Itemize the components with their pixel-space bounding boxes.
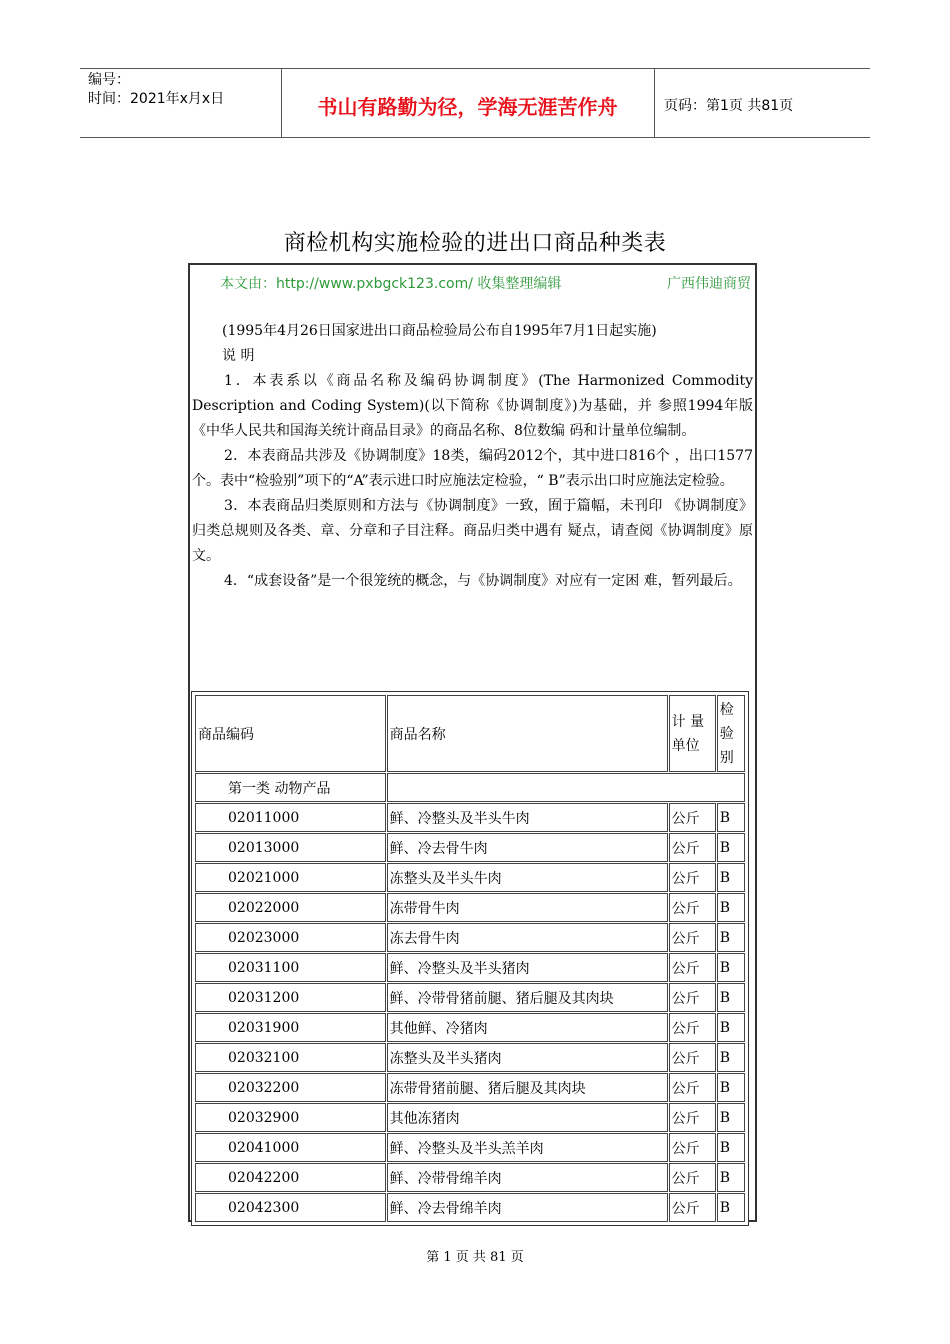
source-line: 本文由：http://www.pxbgck123.com/ 收集整理编辑 [220, 276, 562, 292]
cell-unit: 公斤 [669, 1043, 716, 1072]
table-row [195, 803, 745, 832]
cell-inspection: B [717, 863, 745, 892]
cell-code: 02031200 [195, 983, 386, 1012]
cell-code: 02031900 [195, 1013, 386, 1042]
table-row [195, 1013, 745, 1042]
cell-unit: 公斤 [669, 893, 716, 922]
table-row [195, 1193, 745, 1222]
time-label: 时间：2021年x月x日 [88, 91, 225, 107]
cell-inspection: B [717, 953, 745, 982]
number-label: 编号： [88, 72, 130, 88]
commodity-table-wrapper [191, 691, 749, 1226]
document-title: 商检机构实施检验的进出口商品种类表 [283, 231, 667, 256]
cell-unit: 公斤 [669, 1193, 716, 1222]
cell-inspection: B [717, 1133, 745, 1162]
header-code: 商品编码 [195, 695, 386, 772]
issue-date: (1995年4月26日国家进出口商品检验局公布自1995年7月1日起实施) [222, 323, 657, 339]
cell-inspection: B [717, 893, 745, 922]
table-row [195, 1043, 745, 1072]
cell-unit: 公斤 [669, 1073, 716, 1102]
table-row [195, 983, 745, 1012]
cell-name: 鲜、冷去骨绵羊肉 [387, 1193, 668, 1222]
cell-inspection: B [717, 833, 745, 862]
header-page-info: 页码：第1页 共81页 [664, 98, 794, 114]
commodity-table [194, 694, 746, 1223]
cell-inspection: B [717, 1043, 745, 1072]
category-name: 第一类 动物产品 [195, 773, 386, 802]
header-inspection: 检验别 [717, 695, 745, 772]
cell-name: 鲜、冷整头及半头羔羊肉 [387, 1133, 668, 1162]
cell-unit: 公斤 [669, 803, 716, 832]
cell-inspection: B [717, 1103, 745, 1132]
cell-code: 02042200 [195, 1163, 386, 1192]
table-row [195, 923, 745, 952]
category-row [195, 773, 745, 802]
table-row [195, 953, 745, 982]
cell-name: 冻去骨牛肉 [387, 923, 668, 952]
header-meta [88, 71, 283, 109]
cell-name: 冻带骨猪前腿、猪后腿及其肉块 [387, 1073, 668, 1102]
header-name: 商品名称 [387, 695, 668, 772]
page-footer: 第 1 页 共 81 页 [426, 1250, 524, 1265]
cell-inspection: B [717, 803, 745, 832]
cell-name: 冻整头及半头猪肉 [387, 1043, 668, 1072]
cell-inspection: B [717, 1163, 745, 1192]
cell-code: 02011000 [195, 803, 386, 832]
source-company: 广西伟迪商贸 [667, 276, 751, 292]
cell-name: 冻带骨牛肉 [387, 893, 668, 922]
header-motto: 书山有路勤为径，学海无涯苦作舟 [317, 95, 618, 119]
cell-code: 02041000 [195, 1133, 386, 1162]
intro-text [192, 319, 753, 594]
cell-inspection: B [717, 1193, 745, 1222]
cell-unit: 公斤 [669, 1163, 716, 1192]
cell-name: 其他鲜、冷猪肉 [387, 1013, 668, 1042]
cell-code: 02031100 [195, 953, 386, 982]
cell-name: 鲜、冷整头及半头猪肉 [387, 953, 668, 982]
cell-unit: 公斤 [669, 983, 716, 1012]
cell-code: 02032900 [195, 1103, 386, 1132]
table-row [195, 1163, 745, 1192]
cell-inspection: B [717, 983, 745, 1012]
table-row [195, 1133, 745, 1162]
cell-unit: 公斤 [669, 1103, 716, 1132]
cell-name: 鲜、冷去骨牛肉 [387, 833, 668, 862]
intro-heading: 说 明 [222, 348, 255, 364]
table-row [195, 1073, 745, 1102]
header-divider [654, 69, 655, 137]
category-empty-cell [387, 773, 745, 802]
cell-code: 02042300 [195, 1193, 386, 1222]
content-box [188, 263, 757, 1222]
cell-name: 鲜、冷带骨猪前腿、猪后腿及其肉块 [387, 983, 668, 1012]
cell-unit: 公斤 [669, 1013, 716, 1042]
table-header-row [195, 695, 745, 772]
cell-code: 02013000 [195, 833, 386, 862]
cell-unit: 公斤 [669, 923, 716, 952]
header-unit: 计 量单位 [669, 695, 716, 772]
intro-paragraph: 3．本表商品归类原则和方法与《协调制度》一致，囿于篇幅，未刊印 《协调制度》归类总规则及各类、章、分章和子目注释。商品归类中遇有 疑点，请查阅《协调制度》原文。 [192, 498, 753, 564]
cell-inspection: B [717, 1073, 745, 1102]
cell-code: 02032100 [195, 1043, 386, 1072]
page-header [80, 68, 870, 138]
intro-paragraph: 2．本表商品共涉及《协调制度》18类，编码2012个，其中进口816个 ，出口1577个。表中“检验别”项下的“A”表示进口时应施法定检验，“ B”表示出口时应施法定检验。 [192, 448, 753, 489]
cell-unit: 公斤 [669, 953, 716, 982]
cell-name: 鲜、冷带骨绵羊肉 [387, 1163, 668, 1192]
cell-unit: 公斤 [669, 833, 716, 862]
table-row [195, 833, 745, 862]
table-row [195, 1103, 745, 1132]
cell-code: 02023000 [195, 923, 386, 952]
cell-inspection: B [717, 923, 745, 952]
cell-unit: 公斤 [669, 863, 716, 892]
cell-code: 02032200 [195, 1073, 386, 1102]
cell-inspection: B [717, 1013, 745, 1042]
cell-unit: 公斤 [669, 1133, 716, 1162]
intro-paragraph: 4．“成套设备”是一个很笼统的概念，与《协调制度》对应有一定困 难，暂列最后。 [224, 573, 742, 589]
cell-code: 02021000 [195, 863, 386, 892]
table-row [195, 863, 745, 892]
intro-paragraph: 1．本表系以《商品名称及编码协调制度》(The Harmonized Commodity Description and Coding System)(以下简称《协调制度》)为基础，并 参照1994年版《中华人民共和国海关统计商品目录》的商品名称、8位数编 码和计量单位编制。 [192, 373, 753, 439]
cell-code: 02022000 [195, 893, 386, 922]
cell-name: 冻整头及半头牛肉 [387, 863, 668, 892]
cell-name: 鲜、冷整头及半头牛肉 [387, 803, 668, 832]
cell-name: 其他冻猪肉 [387, 1103, 668, 1132]
table-row [195, 893, 745, 922]
